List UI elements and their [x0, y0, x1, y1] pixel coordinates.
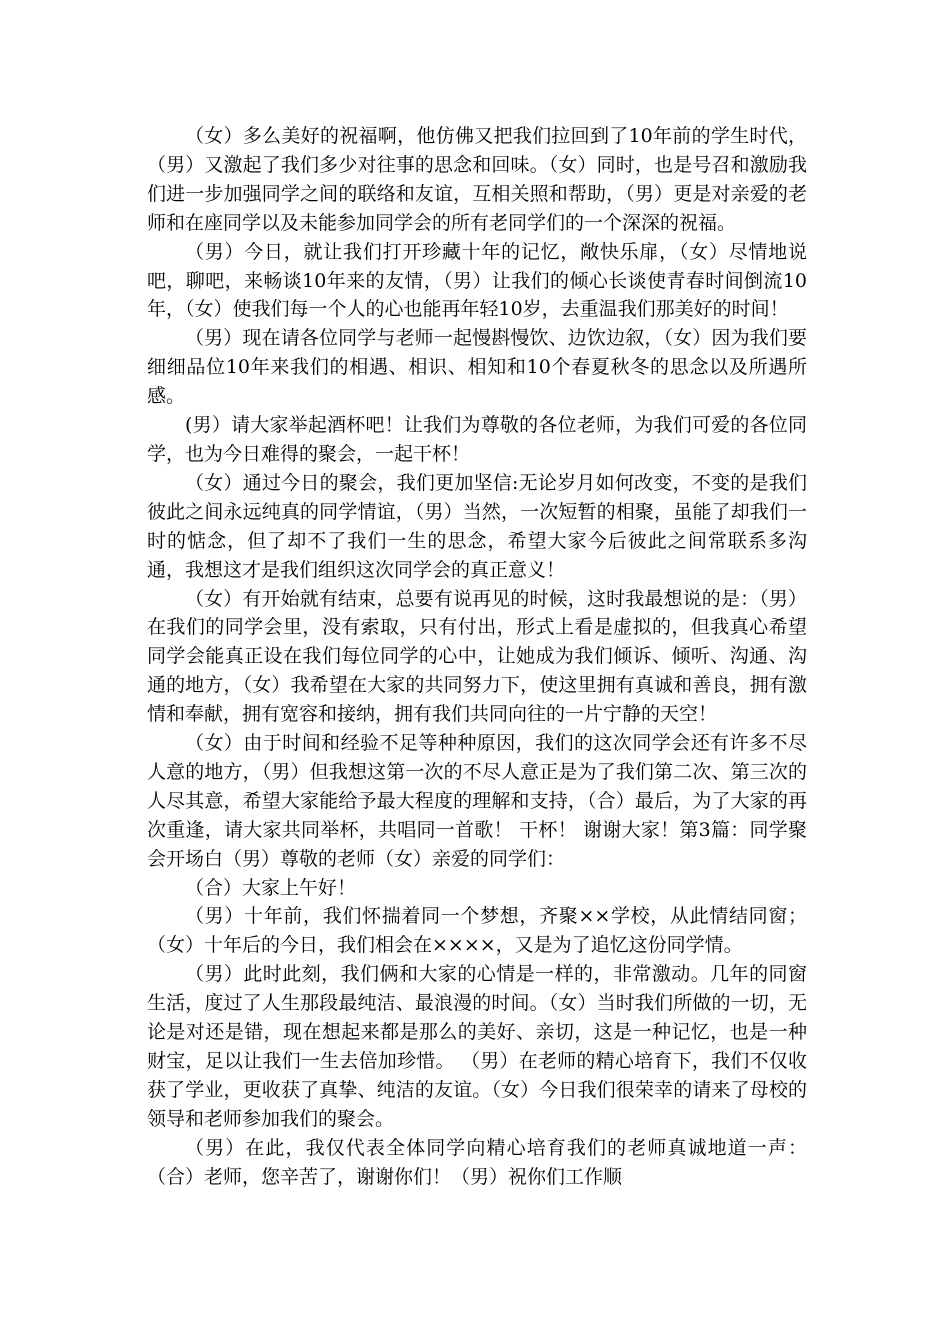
document-body: [147, 122, 807, 1192]
paragraph-11: （男）在此，我仅代表全体同学向精心培育我们的老师真诚地道一声：（合）老师，您辛苦了，谢谢你们！（男）祝你们工作顺: [147, 1136, 807, 1188]
paragraph-6: （女）有开始就有结束，总要有说再见的时候，这时我最想说的是：（男）在我们的同学会里，没有索取，只有付出，形式上看是虚拟的，但我真心希望同学会能真正设在我们每位同学的心中，让她成为我们倾诉、倾听、沟通、沟通的地方，（女）我希望在大家的共同努力下，使这里拥有真诚和善良，拥有激情和奉献，拥有宽容和接纳，拥有我们共同向往的一片宁静的天空！: [147, 587, 807, 726]
paragraph-5: （女）通过今日的聚会，我们更加坚信:无论岁月如何改变，不变的是我们彼此之间永远纯真的同学情谊，（男）当然，一次短暂的相聚，虽能了却我们一时的惦念，但了却不了我们一生的思念，希望大家今后彼此之间常联系多沟通，我想这才是我们组织这次同学会的真正意义！: [147, 471, 807, 581]
paragraph-1: （女）多么美好的祝福啊，他仿佛又把我们拉回到了10年前的学生时代，（男）又激起了我们多少对往事的思念和回味。（女）同时，也是号召和激励我们进一步加强同学之间的联络和友谊，互相关照和帮助，（男）更是对亲爱的老师和在座同学以及未能参加同学会的所有老同学们的一个深深的祝福。: [147, 125, 807, 234]
paragraph-8: （合）大家上午好！: [185, 876, 357, 899]
paragraph-10: （男）此时此刻，我们俩和大家的心情是一样的，非常激动。几年的同窗生活，度过了人生那段最纯洁、最浪漫的时间。（女）当时我们所做的一切，无论是对还是错，现在想起来都是那么的美好、亲切，这是一种记忆，也是一种财宝，足以让我们一生去倍加珍惜。 （男）在老师的精心培育下，我们不仅收获了学业，更收获了真挚、纯洁的友谊。（女）今日我们很荣幸的请来了母校的领导和老师参加我们的聚会。: [147, 963, 807, 1130]
paragraph-4: (男）请大家举起酒杯吧！让我们为尊敬的各位老师，为我们可爱的各位同学，也为今日难得的聚会，一起干杯！: [147, 414, 807, 465]
paragraph-3: （男）现在请各位同学与老师一起慢斟慢饮、边饮边叙，（女）因为我们要细细品位10年来我们的相遇、相识、相知和10个春夏秋冬的思念以及所遇所感。: [147, 327, 807, 408]
paragraph-7: （女）由于时间和经验不足等种种原因，我们的这次同学会还有许多不尽人意的地方，（男）但我想这第一次的不尽人意正是为了我们第二次、第三次的人尽其意，希望大家能给予最大程度的理解和支持，（合）最后，为了大家的再次重逢，请大家共同举杯，共唱同一首歌！ 干杯！ 谢谢大家！第3篇：同学聚会开场白（男）尊敬的老师（女）亲爱的同学们：: [147, 732, 807, 870]
paragraph-2: （男）今日，就让我们打开珍藏十年的记忆，敞快乐扉，（女）尽情地说吧，聊吧，来畅谈10年来的友情，（男）让我们的倾心长谈使青春时间倒流10年，（女）使我们每一个人的心也能再年轻10岁，去重温我们那美好的时间！: [147, 240, 807, 321]
paragraph-9: （男）十年前，我们怀揣着同一个梦想，齐聚××学校，从此情结同窗；（女）十年后的今日，我们相会在××××，又是为了追忆这份同学情。: [147, 905, 807, 957]
